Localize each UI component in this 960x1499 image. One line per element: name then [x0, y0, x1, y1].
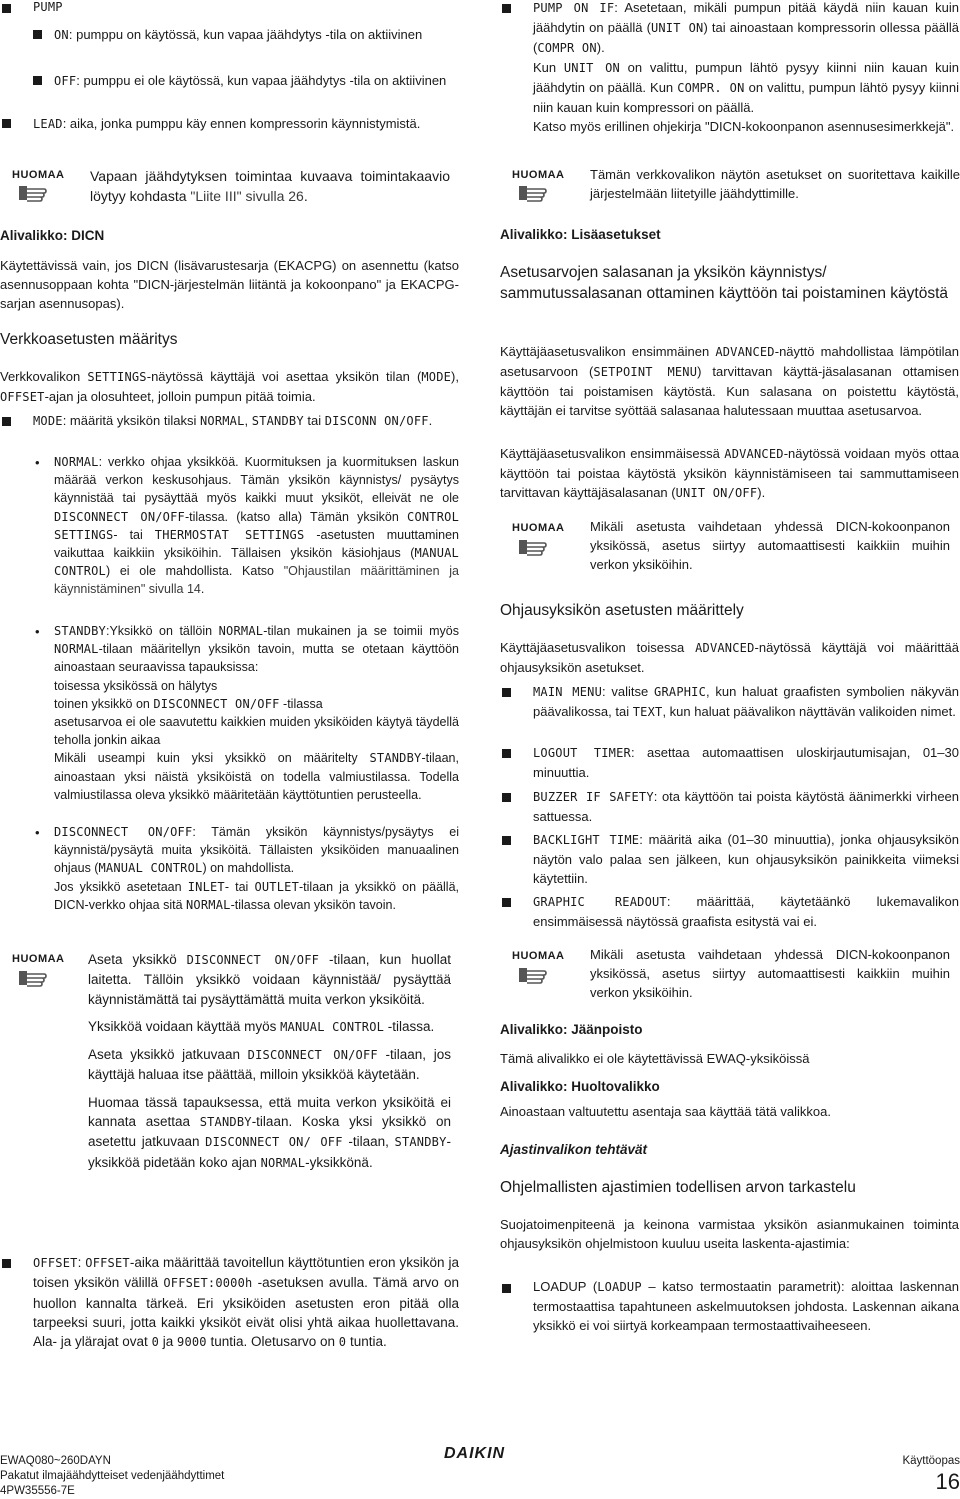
huolto-heading: Alivalikko: Huoltovalikko	[500, 1079, 660, 1094]
offset-item: OFFSET: OFFSET-aika määrittää tavoitellun käyttötuntien eron yksikön ja toisen yksikön välillä OFFSET:0000h -asetuksen avulla. Tämä arvo on huollon kannalta tärkeä. Eri yksiköiden asetusten eron pitää olla tarpeeksi suuri, jotta kaikki yksiköt eivät olisi yhtä aikaa huollettavana. Ala- ja ylärajat ovat 0 ja 9000 tuntia. Oletusarvo on 0 tuntia.	[33, 1255, 459, 1350]
note5-text: Mikäli asetusta vaihdetaan yhdessä DICN-kokoonpanon yksikössä, asetus siirtyy automaattisesti kaikkiin muihin verkon yksiköihin.	[590, 947, 950, 1000]
page-number: 16	[935, 1469, 960, 1494]
logout-timer-item: LOGOUT TIMER: asettaa automaattisen uloskirjautumisajan, 01–30 minuuttia.	[533, 745, 959, 780]
pump-on-if-para1: PUMP ON IF: Asetetaan, mikäli pumpun pitää käydä niin kauan kuin jäähdytin on päällä (UNIT ON) tai ainoastaan kompressorin ollessa päällä (COMPR ON).	[533, 0, 959, 55]
jaanpoisto-text: Tämä alivalikko ei ole käytettävissä EWAQ-yksiköissä	[500, 1051, 810, 1066]
disconnect-para2: Jos yksikkö asetetaan INLET- tai OUTLET-tilaan ja yksikkö on päällä, DICN-verkko ohjaa sitä NORMAL-tilassa olevan yksikön tavoin.	[54, 879, 459, 912]
bullet-square	[502, 749, 511, 758]
note4-text: Mikäli asetusta vaihdetaan yhdessä DICN-kokoonpanon yksikössä, asetus siirtyy automaattisesti kaikkiin muihin verkon yksiköihin.	[590, 519, 950, 572]
lisa-heading: Alivalikko: Lisäasetukset	[500, 227, 661, 242]
pump-off-item: OFF: pumppu ei ole käytössä, kun vapaa jäähdytys -tila on aktiivinen	[54, 73, 447, 88]
note2-para3: Aseta yksikkö jatkuvaan DISCONNECT ON/OFF -tilaan, jos käyttäjä haluaa itse päättää, milloin yksikköä käytetään.	[88, 1047, 452, 1083]
note1-text: Vapaan jäähdytyksen toimintaa kuvaava toimintakaavio löytyy kohdasta "Liite III" sivulla 26.	[90, 168, 450, 204]
footer-doc-type: Käyttöopas	[902, 1455, 960, 1467]
bullet-square	[33, 30, 42, 39]
buzzer-item: BUZZER IF SAFETY: ota käyttöön tai poista käytöstä äänimerkki virheen sattuessa.	[533, 789, 960, 824]
standby-case-1: toisessa yksikössä on hälytys	[54, 678, 218, 693]
daikin-logo: DAIKIN	[444, 1445, 506, 1462]
note-label: HUOMAA	[12, 169, 65, 181]
footer-description: Pakatut ilmajäähdytteiset vedenjäähdyttimet	[0, 1470, 225, 1482]
bullet-square	[502, 793, 511, 802]
note2-para2: Yksikköä voidaan käyttää myös MANUAL CONTROL -tilassa.	[88, 1018, 435, 1034]
lisa-para2: Käyttäjäasetusvalikon ensimmäisessä ADVANCED-näytössä voidaan myös ottaa käyttöön tai poistaa käytöstä yksikön käynnistämiseen tai sammuttamiseen tarvittavan käyttäjäsalasanan (UNIT ON/OFF).	[500, 446, 959, 500]
main-menu-item: MAIN MENU: valitse GRAPHIC, kun haluat graafisten symbolien näkyvän päävalikossa, tai TEXT, kun haluat päävalikon näyttävän valikoiden nimet.	[533, 684, 959, 719]
backlight-item: BACKLIGHT TIME: määritä aika (01–30 minuuttia), jonka ohjausyksikön näytön valo palaa sen jälkeen, kun ohjausyksikön painikkeita viimeksi käytettiin.	[533, 832, 959, 886]
pump-title: PUMP	[33, 0, 63, 14]
note-label: HUOMAA	[512, 950, 565, 962]
footer-left	[0, 1454, 224, 1499]
bullet-square	[502, 4, 511, 13]
note-hand-icon	[18, 969, 48, 989]
bullet-square	[502, 836, 511, 845]
note2-para4: Huomaa tässä tapauksessa, että muita verkon yksiköitä ei kannata asettaa STANDBY-tilaan. Koska yksi yksikkö on asetettu jatkuvaan DISCONNECT ON/ OFF -tilaan, STANDBY-yksikköä pidetään koko ajan NORMAL-yksikkönä.	[88, 1094, 451, 1170]
network-heading: Verkkoasetusten määritys	[0, 331, 178, 348]
huolto-text: Ainoastaan valtuutettu asentaja saa käyttää tätä valikkoa.	[500, 1104, 831, 1119]
lead-item: LEAD: aika, jonka pumppu käy ennen kompressorin käynnistymistä.	[33, 116, 421, 131]
ohjelmalliset-heading: Ohjelmallisten ajastimien todellisen arvon tarkastelu	[500, 1179, 856, 1196]
mode-item: MODE: määritä yksikön tilaksi NORMAL, STANDBY tai DISCONN ON/OFF.	[33, 413, 433, 428]
note2-body	[88, 950, 451, 1173]
bullet-dot: •	[35, 455, 40, 470]
disconnect-item	[54, 823, 459, 914]
note-hand-icon	[518, 538, 548, 558]
bullet-square	[502, 688, 511, 697]
lisa-para1: Käyttäjäasetusvalikon ensimmäinen ADVANCED-näyttö mahdollistaa lämpötilan asetusarvoon (SETPOINT MENU) tarvittavan käyttä-jäsalasanan ottamisen käyttöön tai poistamisen käytöstä. Kun salasana on poistettu käytöstä, käyttäjän ei tarvitse syöttää salasanaa halutessaan muuttaa asetusarvoa.	[500, 344, 959, 418]
bullet-square	[2, 417, 11, 426]
dicn-text: Käytettävissä vain, jos DICN (lisävarustesarja (EKACPG) on asennettu (katso asennusoppaan kohta "DICN-järjestelmän liitäntä ja kokoonpano" ja EKACPG-sarjan asennusopas).	[0, 258, 459, 311]
bullet-square	[33, 76, 42, 85]
ohjelmalliset-text: Suojatoimenpiteenä ja keinona varmistaa yksikön asianmukainen toiminta ohjausyksikön ohjelmistoon kuuluu useita laskenta-ajastimia:	[500, 1217, 959, 1251]
lisa-subheading: Asetusarvojen salasanan ja yksikön käynnistys/ sammutussalasanan ottaminen käyttöön tai poistaminen käytöstä	[500, 264, 949, 302]
note-hand-icon	[518, 966, 548, 986]
ohjaus-intro: Käyttäjäasetusvalikon toisessa ADVANCED-näytössä käyttäjä voi määrittää ohjausyksikön asetukset.	[500, 640, 959, 675]
note2-para1: Aseta yksikkö DISCONNECT ON/OFF -tilaan, kun huollat laitetta. Tällöin yksikkö voidaan käynnistää/ pysäyttää käynnistämättä tai pysäyttämättä muita verkon yksiköitä.	[88, 952, 451, 1007]
loadup-item: LOADUP (LOADUP – katso termostaatin parametrit): aloittaa laskennan termostaattisa tapahtuneen askelmuutoksen johdosta. Laskennan aikana yksikkö ei voi siirtyä korkeampaan termostaattivaiheeseen.	[533, 1279, 959, 1333]
graphic-readout-item: GRAPHIC READOUT: määrittää, käytetäänkö lukemavalikon ensimmäisessä näytössä graafista esitystä vai ei.	[533, 894, 959, 929]
dicn-heading: Alivalikko: DICN	[0, 228, 105, 243]
standby-para2: Mikäli useampi kuin yksi yksikkö on määritelty STANDBY-tilaan, ainoastaan yksi näistä yksiköistä on todella valmiustilassa. Todella valmiustilassa oleva yksikkö määritetään käyttötuntien perusteella.	[54, 751, 459, 802]
note-hand-icon	[18, 184, 48, 204]
bullet-square	[2, 4, 11, 13]
jaanpoisto-heading: Alivalikko: Jäänpoisto	[500, 1022, 643, 1037]
footer-model: EWAQ080~260DAYN	[0, 1455, 111, 1467]
network-intro: Verkkovalikon SETTINGS-näytössä käyttäjä voi asettaa yksikön tilan (MODE), OFFSET-ajan ja olosuhteet, jolloin pumpun pitää toimia.	[0, 369, 459, 404]
footer-right	[880, 1454, 960, 1495]
note-label: HUOMAA	[512, 169, 565, 181]
ohjaus-heading: Ohjausyksikön asetusten määrittely	[500, 602, 744, 619]
pump-on-if-item	[533, 0, 959, 136]
note-label: HUOMAA	[512, 522, 565, 534]
footer-code: 4PW35556-7E	[0, 1485, 75, 1497]
bullet-dot: •	[35, 825, 40, 840]
bullet-square	[2, 1259, 11, 1268]
bullet-square	[502, 898, 511, 907]
pump-on-item: ON: pumppu on käytössä, kun vapaa jäähdytys -tila on aktiivinen	[54, 27, 423, 42]
ajastin-heading: Ajastinvalikon tehtävät	[500, 1142, 648, 1157]
standby-case-3: asetusarvoa ei ole saavutettu kaikkien muiden yksiköiden käytyä täydellä teholla jonkin aikaa	[54, 715, 459, 748]
bullet-dot: •	[35, 624, 40, 639]
note-label: HUOMAA	[12, 953, 65, 965]
pump-on-if-para3: Katso myös erillinen ohjekirja "DICN-kokoonpanon asennusesimerkkejä".	[533, 119, 955, 134]
liite-link[interactable]: "Liite III" sivulla 26	[190, 188, 304, 204]
note-hand-icon	[518, 184, 548, 204]
note3-text: Tämän verkkovalikon näytön asetukset on suoritettava kaikille järjestelmään liitetyille jäähdyttimille.	[590, 167, 960, 201]
standby-item	[54, 622, 459, 804]
standby-para1: STANDBY:Yksikkö on tällöin NORMAL-tilan mukainen ja se toimii myös NORMAL-tilaan määritellyn yksikön tavoin, mutta se otetaan käyttöön ainoastaan seuraavissa tapauksissa:	[54, 624, 459, 675]
pump-on-if-para2: Kun UNIT ON on valittu, pumpun lähtö pysyy kiinni niin kauan kuin jäähdytin on päällä. Kun COMPR. ON on valittu, pumpun lähtö pysyy kiinni niin kauan kuin kompressori on päällä.	[533, 60, 959, 115]
bullet-square	[2, 119, 11, 128]
normal-item: NORMAL: verkko ohjaa yksikköä. Kuormituksen ja kuormituksen laskun määrää verkon keskusohjaus. Tämän yksikön käynnistys/ pysäytys käynnistää tai pysäyttää myös kaikki muut yksiköt, elleivät ne ole DISCONNECT ON/OFF-tilassa. (katso alla) Tämän yksikön CONTROL SETTINGS- tai THERMOSTAT SETTINGS -asetusten muuttaminen vaikuttaa kaikkiin yksiköihin. Tällaisen yksikön käsiohjaus (MANUAL CONTROL) ei ole mahdollista. Katso "Ohjaustilan määrittäminen ja käynnistäminen" sivulla 14.	[54, 455, 460, 597]
ohjaustila-link[interactable]: "Ohjaustilan määrittäminen ja käynnistäminen" sivulla 14	[54, 564, 459, 597]
standby-case-2: toinen yksikkö on DISCONNECT ON/OFF -tilassa	[54, 696, 323, 711]
bullet-square	[502, 1284, 511, 1293]
disconnect-para1: DISCONNECT ON/OFF: Tämän yksikön käynnistys/pysäytys ei käynnistä/pysäytä muita yksiköitä. Tällaisten yksiköiden manuaalinen ohjaus (MANUAL CONTROL) on mahdollista.	[54, 825, 459, 876]
